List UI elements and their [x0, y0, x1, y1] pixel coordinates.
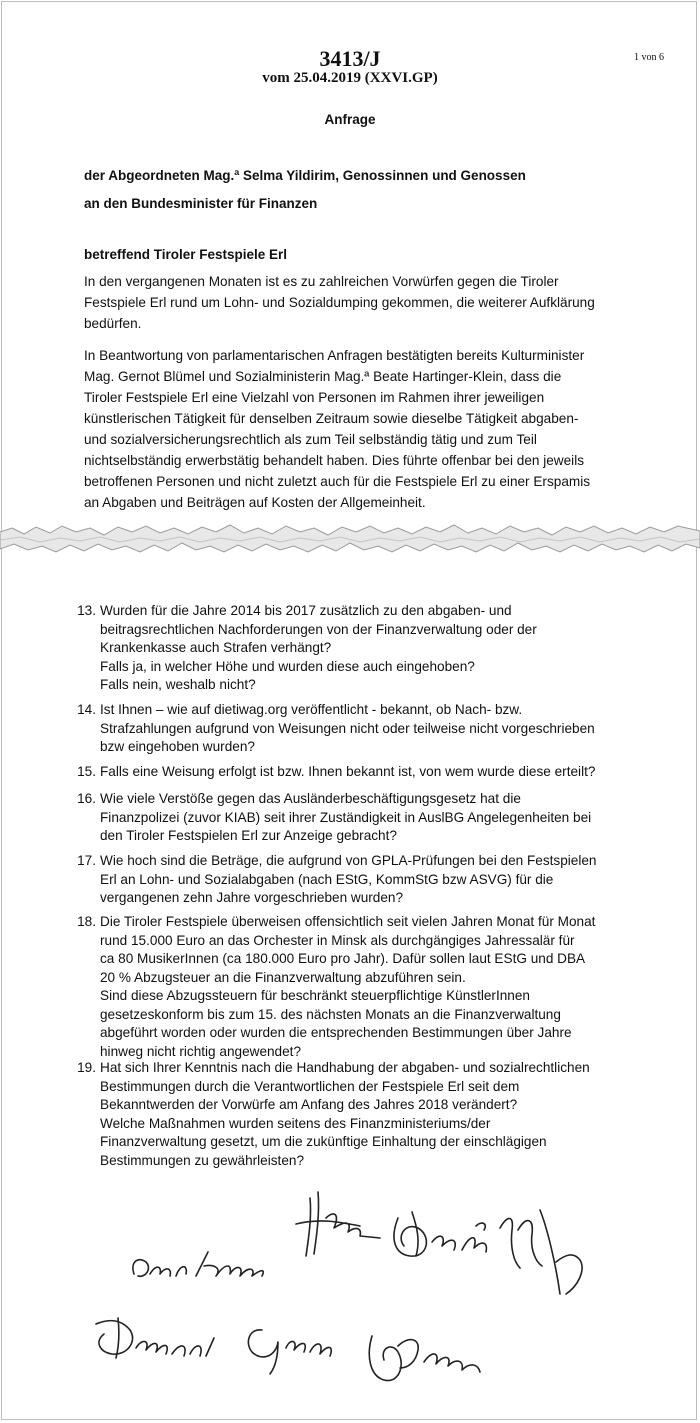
text-line: Wie viele Verstöße gegen das Ausländerbeschäftigungsgesetz hat die	[100, 791, 521, 806]
text-line: vergangenen zehn Jahre vorgeschrieben wurden?	[100, 890, 404, 905]
text-line: Falls ja, in welcher Höhe und wurden diese auch eingehoben?	[100, 658, 475, 674]
handwritten-signature	[96, 1318, 214, 1358]
question-number: 17.	[77, 853, 96, 868]
question-16	[68, 790, 658, 846]
handwritten-signature	[369, 1336, 480, 1381]
text-line: betroffenen Personen und nicht zuletzt auch für die Festspiele Erl zu einer Erspamis	[84, 474, 591, 489]
text-line: Bestimmungen zu gewährleisten?	[100, 1152, 305, 1168]
document-date: vom 25.04.2019 (XXVI.GP)	[262, 70, 438, 86]
text-line: Falls nein, weshalb nicht?	[100, 677, 256, 692]
text-line: nichtselbständig erwerbstätig behandelt haben. Dies führte offenbar bei den jeweils	[84, 453, 585, 468]
text-line: 20 % Abzugsteuer an die Finanzverwaltung abzuführen sein.	[100, 969, 466, 985]
handwritten-signature	[248, 1330, 331, 1374]
question-14	[68, 701, 658, 757]
question-15	[68, 763, 658, 782]
text-line: Tiroler Festspiele Erl eine Vielzahl von Personen im Rahmen ihrer jeweiligen	[84, 390, 545, 405]
text-line: In Beantwortung von parlamentarischen Anfragen bestätigten bereits Kulturminister	[84, 348, 585, 363]
torn-edge-separator	[0, 510, 700, 570]
text-line: Finanzverwaltung gesetzt, um die zukünftige Einhaltung der einschlägigen	[100, 1134, 547, 1149]
text-line: Mag. Gernot Blümel und Sozialministerin Mag.ª Beate Hartinger-Klein, dass die	[84, 369, 562, 384]
handwritten-signature	[394, 1212, 486, 1256]
text-line: Wurden für die Jahre 2014 bis 2017 zusätzlich zu den abgaben- und	[100, 603, 512, 618]
text-line: Wie hoch sind die Beträge, die aufgrund von GPLA-Prüfungen bei den Festspielen	[100, 853, 597, 868]
text-line: beitragsrechtlichen Nachforderungen von der Finanzverwaltung oder der	[100, 621, 537, 637]
text-line: abgeführt worden oder wurden die entsprechenden Bestimmungen über Jahre	[100, 1025, 572, 1040]
text-line: künstlerischen Tätigkeit für denselben Zeitraum sowie dieselbe Tätigkeit abgaben-	[84, 411, 579, 426]
page-count: 1 von 6	[634, 52, 664, 63]
question-number: 15.	[77, 764, 96, 779]
text-line: gesetzeskonform bis zum 15. des nächsten Monats an die Finanzverwaltung	[100, 1006, 561, 1022]
handwritten-signature	[133, 1252, 263, 1276]
text-line: Erl an Lohn- und Sozialabgaben (nach EStG, KommStG bzw ASVG) für die	[100, 871, 554, 887]
document-type: Anfrage	[324, 112, 376, 127]
recipient-line: an den Bundesminister für Finanzen	[84, 196, 318, 211]
question-18	[68, 913, 658, 1061]
intro-paragraph	[84, 345, 644, 513]
document-number: 3413/J	[319, 46, 381, 71]
text-line: den Tiroler Festspielen Erl zur Anzeige gebracht?	[100, 828, 397, 843]
question-number: 18.	[77, 914, 96, 929]
text-line: Finanzpolizei (zuvor KIAB) seit ihrer Zuständigkeit in AuslBG Angelegenheiten bei	[100, 809, 592, 825]
question-17	[68, 852, 658, 908]
text-line: ca 80 MusikerInnen (ca 180.000 Euro pro Jahr). Dafür sollen laut EStG und DBA	[100, 951, 586, 966]
question-number: 14.	[77, 702, 96, 717]
text-line: Festspiele Erl rund um Lohn- und Sozialdumping gekommen, die weiterer Aufklärung	[84, 295, 595, 310]
text-line: und sozialversicherungsrechtlich als zum Teil selbständig tätig und zum Teil	[84, 432, 537, 447]
text-line: Hat sich Ihrer Kenntnis nach die Handhabung der abgaben- und sozialrechtlichen	[100, 1060, 590, 1075]
question-number: 19.	[77, 1060, 96, 1075]
subject-line: betreffend Tiroler Festspiele Erl	[84, 247, 288, 262]
handwritten-signature	[296, 1192, 380, 1256]
text-line: bzw eingehoben wurden?	[100, 739, 255, 754]
sender-line: der Abgeordneten Mag.ª Selma Yildirim, Genossinnen und Genossen	[84, 168, 526, 183]
text-line: bedürfen.	[84, 316, 142, 331]
text-line: Krankenkasse auch Strafen verhängt?	[100, 640, 332, 655]
text-line: Sind diese Abzugssteuern für beschränkt steuerpflichtige KünstlerInnen	[100, 988, 530, 1003]
text-line: hinweg nicht richtig angewendet?	[100, 1043, 302, 1059]
signatures-area	[0, 1170, 700, 1400]
question-number: 13.	[77, 603, 96, 618]
text-line: In den vergangenen Monaten ist es zu zahlreichen Vorwürfen gegen die Tiroler	[84, 274, 559, 289]
text-line: Ist Ihnen – wie auf dietiwag.org veröffentlicht - bekannt, ob Nach- bzw.	[100, 702, 523, 717]
text-line: an Abgaben und Beiträgen auf Kosten der Allgemeinheit.	[84, 495, 426, 510]
question-13	[68, 602, 658, 695]
text-line: Bestimmungen durch die Verantwortlichen der Festspiele Erl seit dem	[100, 1078, 520, 1094]
handwritten-signature	[500, 1210, 582, 1294]
text-line: Strafzahlungen aufgrund von Weisungen nicht oder teilweise nicht vorgeschrieben	[100, 720, 595, 736]
text-line: Die Tiroler Festspiele überweisen offensichtlich seit vielen Jahren Monat für Monat	[100, 914, 596, 929]
text-line: rund 15.000 Euro an das Orchester in Minsk als durchgängiges Jahressalär für	[100, 932, 575, 948]
question-number: 16.	[77, 791, 96, 806]
text-line: Welche Maßnahmen wurden seitens des Finanzministeriums/der	[100, 1115, 491, 1131]
intro-paragraph	[84, 271, 644, 334]
text-line: Falls eine Weisung erfolgt ist bzw. Ihnen bekannt ist, von wem wurde diese erteilt?	[100, 764, 596, 779]
text-line: Bekanntwerden der Vorwürfe am Anfang des Jahres 2018 verändert?	[100, 1097, 518, 1112]
question-19	[68, 1059, 658, 1170]
